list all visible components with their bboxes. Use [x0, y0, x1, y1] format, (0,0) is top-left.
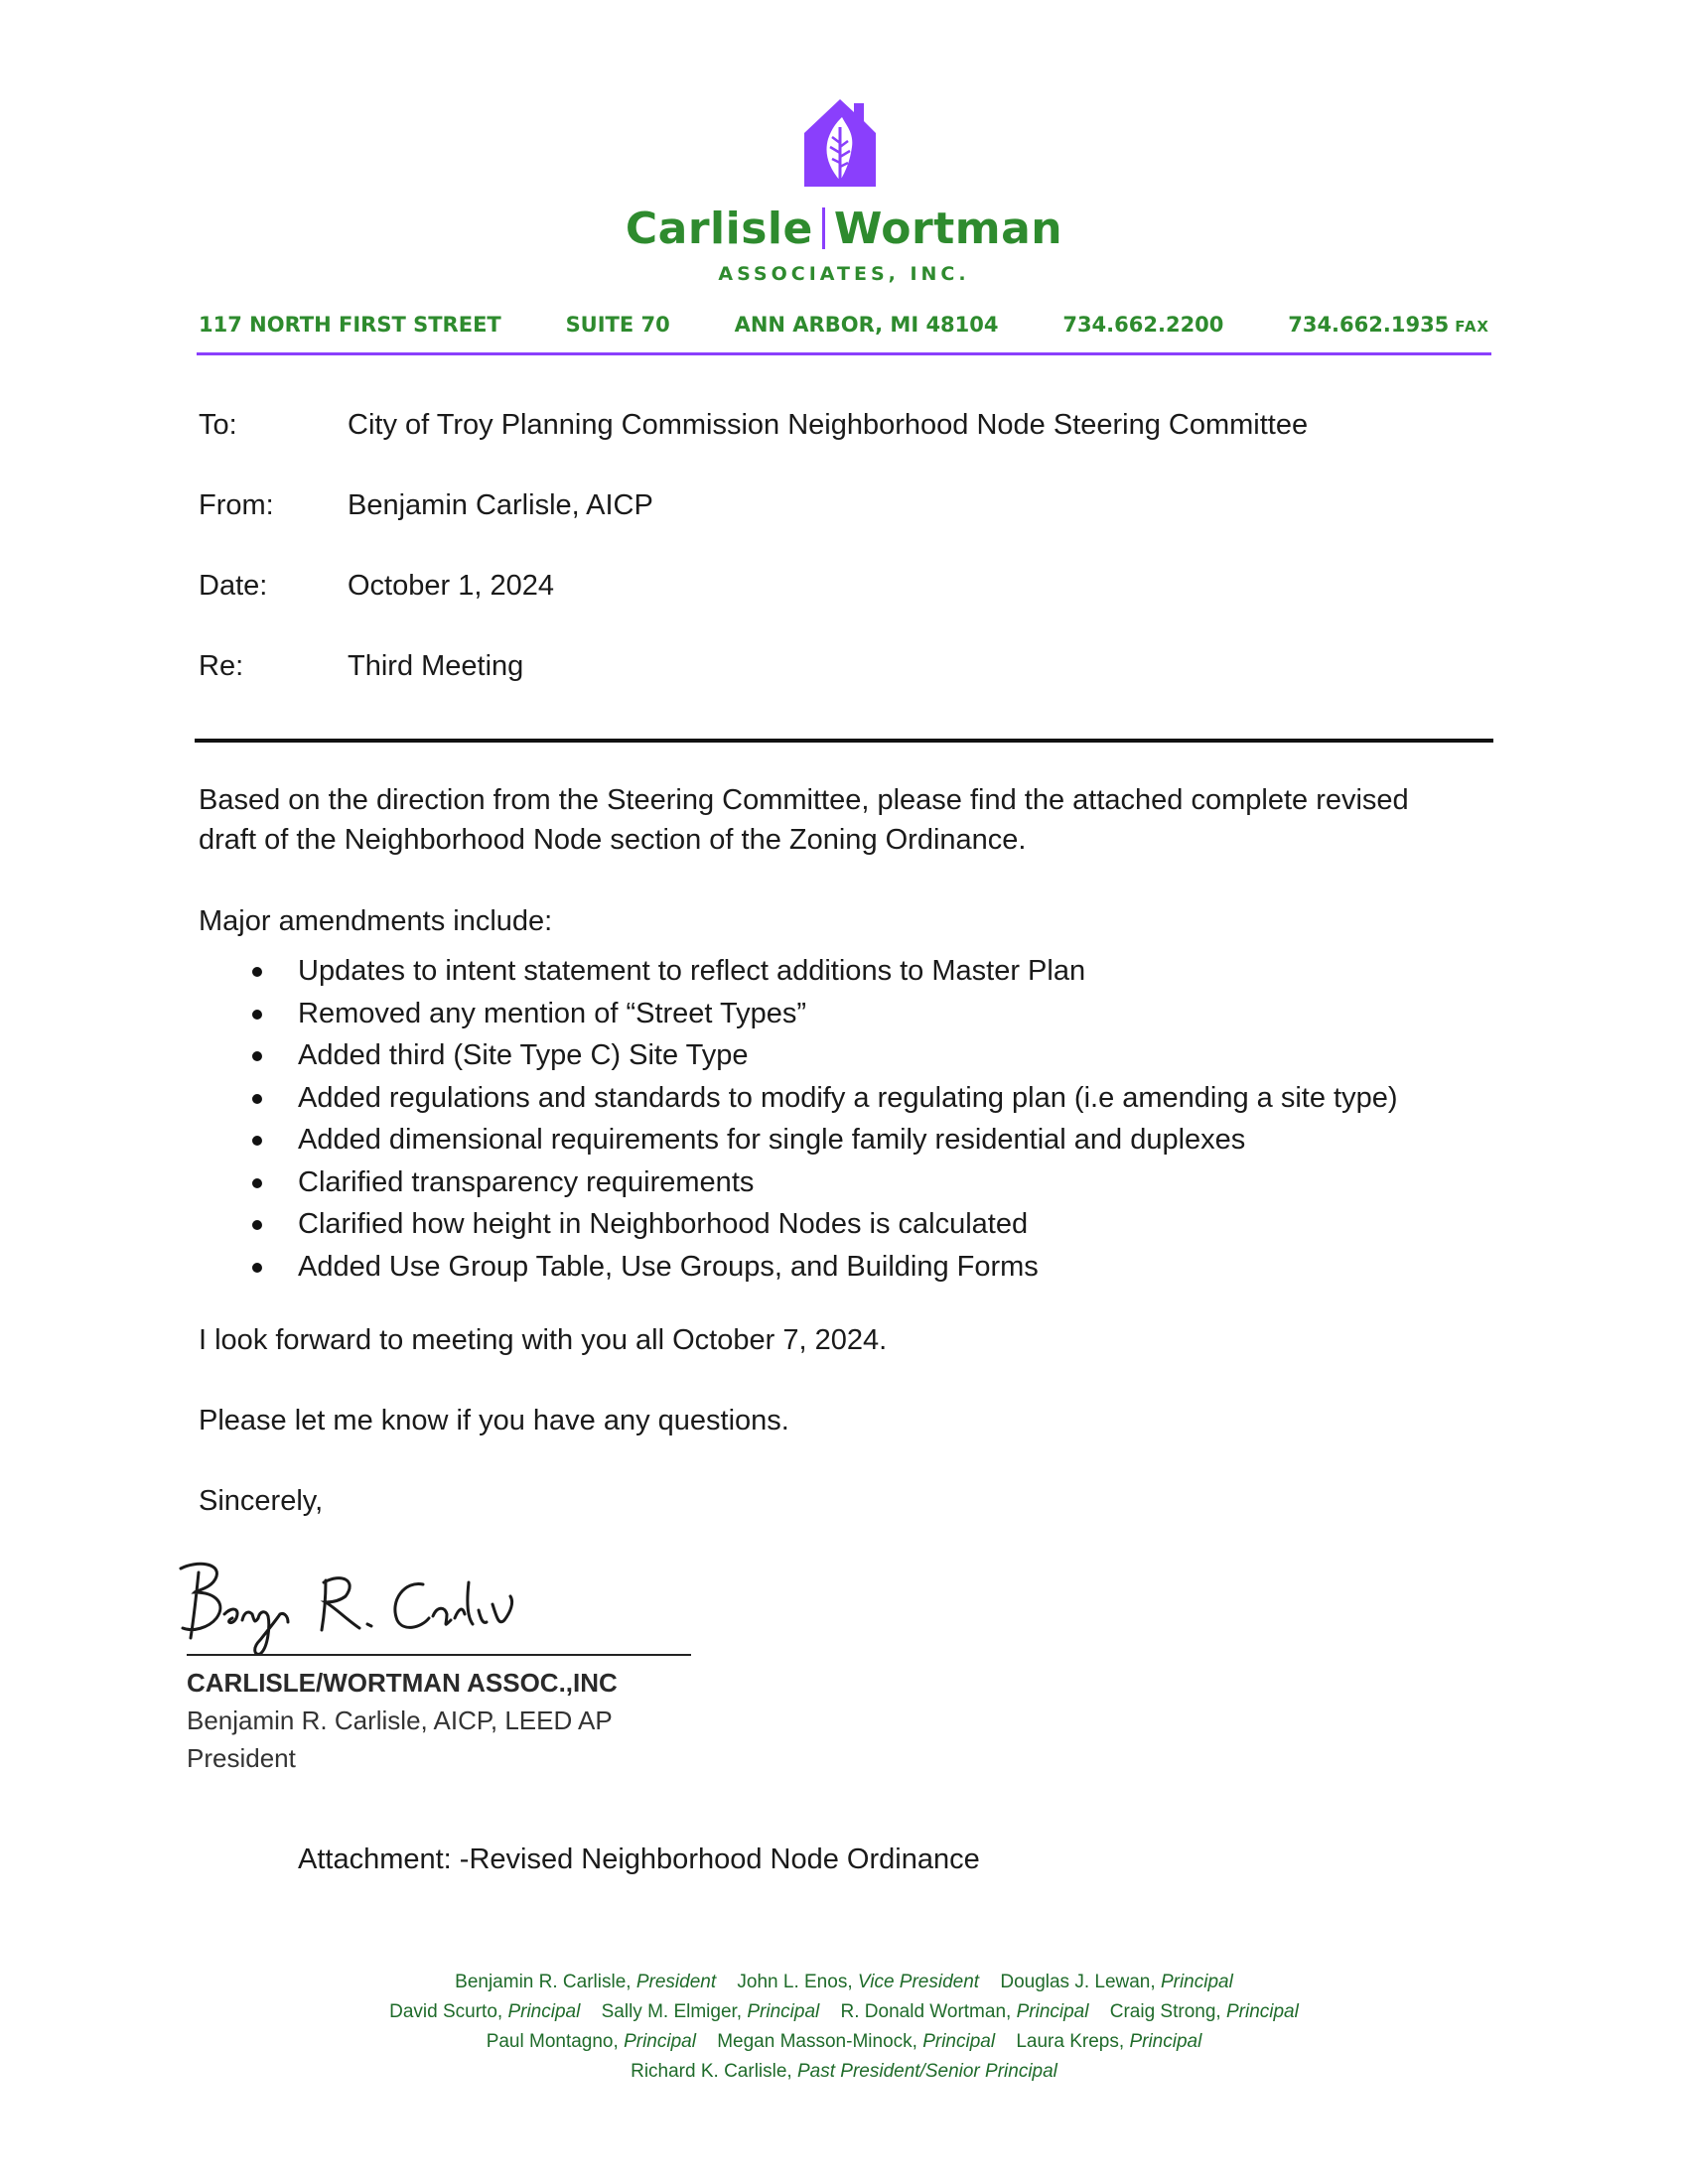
person-name: Paul Montagno,: [486, 2031, 619, 2052]
brand-separator: [822, 207, 825, 249]
list-item: [199, 1119, 1509, 1161]
brand-subtitle: ASSOCIATES, INC.: [718, 263, 970, 285]
list-item-text: Clarified transparency requirements: [298, 1165, 755, 1198]
list-item-text: Updates to intent statement to reflect additions to Master Plan: [298, 955, 1086, 987]
signature-company: CARLISLE/WORTMAN ASSOC.,INC: [187, 1668, 618, 1698]
list-item-text: Added Use Group Table, Use Groups, and Building Forms: [298, 1250, 1039, 1283]
person-name: Laura Kreps,: [1016, 2031, 1125, 2052]
attachment-note: Attachment: -Revised Neighborhood Node Ordinance: [298, 1843, 980, 1875]
person-title: Principal: [922, 2031, 996, 2052]
footer-person: [455, 1972, 716, 1992]
person-name: Richard K. Carlisle,: [631, 2061, 792, 2082]
footer-person: [631, 2061, 1057, 2082]
footer-row: [0, 2057, 1688, 2087]
person-name: R. Donald Wortman,: [840, 2001, 1012, 2022]
footer-staff-list: [0, 1968, 1688, 2087]
footer-person: [841, 2001, 1089, 2022]
amendments-heading: Major amendments include:: [199, 905, 553, 937]
footer-person: [602, 2001, 820, 2022]
person-title: Principal: [1016, 2001, 1089, 2022]
person-name: David Scurto,: [389, 2001, 503, 2022]
brand-name: [0, 204, 1688, 254]
person-title: Principal: [1160, 1972, 1233, 1992]
person-name: Craig Strong,: [1109, 2001, 1221, 2022]
amendments-list: [199, 950, 1509, 1288]
list-item-text: Clarified how height in Neighborhood Nodes is calculated: [298, 1208, 1029, 1240]
list-item-text: Added regulations and standards to modify a regulating plan (i.e amending a site type): [298, 1081, 1398, 1114]
address-street: 117 NORTH FIRST STREET: [199, 313, 501, 337]
list-item: [199, 1161, 1509, 1204]
bullet-icon: [252, 1136, 262, 1146]
closing: Sincerely,: [199, 1485, 324, 1517]
footer-person: [1000, 1972, 1232, 1992]
person-title: Principal: [1225, 2001, 1299, 2022]
footer-person: [389, 2001, 580, 2022]
footer-person: [737, 1972, 979, 1992]
list-item: [199, 1077, 1509, 1120]
footer-row: [0, 1968, 1688, 1997]
footer-person: [487, 2031, 696, 2052]
house-leaf-icon: [802, 97, 878, 189]
bullet-icon: [252, 1094, 262, 1104]
brand-name-left: Carlisle: [625, 204, 813, 254]
list-item: [199, 1203, 1509, 1246]
person-name: John L. Enos,: [737, 1972, 853, 1992]
footer-row: [0, 1997, 1688, 2027]
bullet-icon: [252, 1010, 262, 1020]
letterhead-divider: [197, 352, 1491, 355]
footer-person: [1016, 2031, 1201, 2052]
meeting-paragraph: I look forward to meeting with you all October 7, 2024.: [199, 1324, 888, 1356]
person-name: Megan Masson-Minock,: [717, 2031, 917, 2052]
address-phone: 734.662.2200: [1062, 313, 1224, 337]
person-title: Vice President: [857, 1972, 980, 1992]
memo-date-label: Date:: [199, 570, 268, 602]
address-suite: SUITE 70: [565, 313, 670, 337]
memo-from-value: Benjamin Carlisle, AICP: [348, 489, 653, 521]
person-title: President: [635, 1972, 717, 1992]
footer-person: [717, 2031, 995, 2052]
person-title: Principal: [1129, 2031, 1202, 2052]
questions-paragraph: Please let me know if you have any questions.: [199, 1405, 789, 1436]
bullet-icon: [252, 1051, 262, 1061]
list-item: [199, 1034, 1509, 1077]
bullet-icon: [252, 1220, 262, 1230]
memo-date-value: October 1, 2024: [348, 570, 554, 602]
bullet-icon: [252, 1178, 262, 1188]
fax-label: FAX: [1455, 318, 1489, 336]
intro-line-1: Based on the direction from the Steering Committee, please find the attached complete revised: [199, 784, 1409, 816]
list-item-text: Added third (Site Type C) Site Type: [298, 1039, 749, 1071]
memo-re-value: Third Meeting: [348, 650, 524, 682]
list-item-text: Removed any mention of “Street Types”: [298, 997, 807, 1029]
intro-line-2: draft of the Neighborhood Node section of the Zoning Ordinance.: [199, 824, 1027, 856]
memo-re-label: Re:: [199, 650, 244, 682]
person-name: Sally M. Elmiger,: [601, 2001, 743, 2022]
list-item-text: Added dimensional requirements for single family residential and duplexes: [298, 1124, 1246, 1156]
memo-header-divider: [195, 739, 1493, 743]
list-item: [199, 950, 1509, 993]
signature-name: Benjamin R. Carlisle, AICP, LEED AP: [187, 1706, 613, 1735]
address-city: ANN ARBOR, MI 48104: [734, 313, 999, 337]
letterhead-address: [199, 313, 1489, 337]
signature-block: [187, 1664, 618, 1777]
memo-from-label: From:: [199, 489, 274, 521]
fax-number: 734.662.1935: [1288, 313, 1450, 337]
person-name: Douglas J. Lewan,: [1000, 1972, 1156, 1992]
intro-paragraph: [199, 780, 1509, 860]
footer-person: [1110, 2001, 1299, 2022]
person-title: Principal: [507, 2001, 581, 2022]
handwritten-signature: [177, 1559, 574, 1658]
memo-to-label: To:: [199, 409, 237, 441]
signature-line: [187, 1654, 691, 1656]
person-title: Past President/Senior Principal: [796, 2061, 1057, 2082]
person-title: Principal: [747, 2001, 820, 2022]
address-fax: [1288, 313, 1489, 337]
bullet-icon: [252, 967, 262, 977]
person-name: Benjamin R. Carlisle,: [455, 1972, 632, 1992]
bullet-icon: [252, 1263, 262, 1273]
signature-title: President: [187, 1743, 296, 1773]
memo-to-value: City of Troy Planning Commission Neighborhood Node Steering Committee: [348, 409, 1309, 441]
footer-row: [0, 2027, 1688, 2057]
brand-name-right: Wortman: [833, 204, 1063, 254]
list-item: [199, 1246, 1509, 1289]
person-title: Principal: [624, 2031, 696, 2052]
list-item: [199, 993, 1509, 1035]
